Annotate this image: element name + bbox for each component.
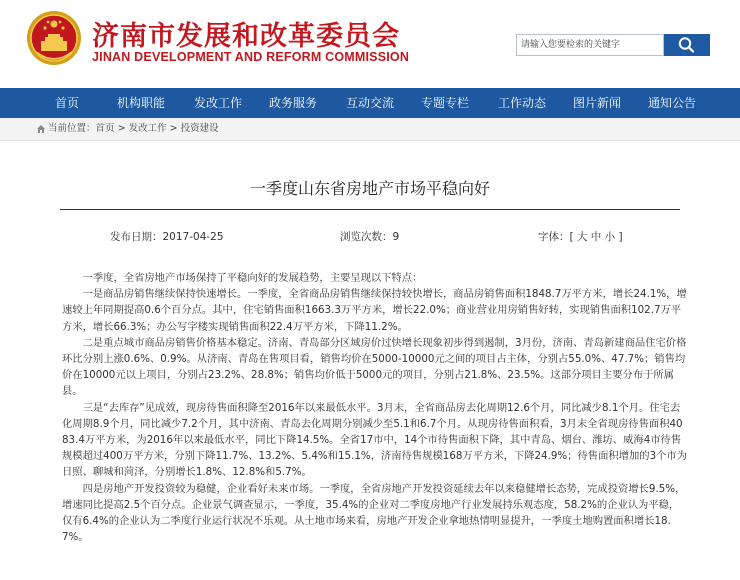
home-icon bbox=[36, 124, 46, 134]
breadcrumb-investment-link[interactable]: 投资建设 bbox=[180, 123, 219, 134]
site-title-cn: 济南市发展和改革委员会 bbox=[92, 21, 400, 52]
breadcrumb-separator: > bbox=[117, 123, 126, 134]
nav-item-interaction[interactable]: 互动交流 bbox=[345, 96, 394, 110]
publish-date bbox=[110, 229, 224, 244]
font-size-large-button[interactable]: 大 bbox=[576, 231, 588, 243]
article-paragraph: 四是房地产开发投资较为稳健，企业看好未来市场。一季度，全省房地产开发投资延续去年以来稳健增长态势，完成投资增长9.5%，增速同比提高2.5个百分点。企业景气调查显示，一季度，35.4%的企业对二季度房地产行业发展持乐观态度，58.2%的企业认为平稳，仅有6.4%的企业认为二季度行业运行状况不乐观。从土地市场来看，房地产开发企业拿地热情明显提升，一季度土地购置面积增长18.7%。 bbox=[62, 482, 686, 544]
article-paragraph: 二是重点城市商品房销售价格基本稳定。济南、青岛部分区域房价过快增长现象初步得到遏制，3月份，济南、青岛新建商品住宅价格环比分别上涨0.6%、0.9%。从济南、青岛在售项目看，销售均价在5000-10000元之间的项目占主体，分别占55.0%、47.7%；销售均价在10000元以上项目，分别占23.2%、28.8%；销售均价低于5000元的项目，分别占21.8%、23.5%。这部分项目主要分布于所属县。 bbox=[62, 336, 687, 398]
site-header bbox=[0, 0, 740, 88]
main-nav bbox=[0, 88, 740, 118]
nav-item-services[interactable]: 政务服务 bbox=[268, 96, 317, 110]
view-count-label: 浏览次数： bbox=[340, 231, 393, 243]
nav-item-work[interactable]: 发改工作 bbox=[193, 96, 242, 110]
view-count bbox=[340, 229, 399, 244]
nav-item-topics[interactable]: 专题专栏 bbox=[420, 96, 469, 110]
font-size-bracket-open: [ bbox=[569, 231, 574, 243]
breadcrumb-work-link[interactable]: 发改工作 bbox=[128, 123, 167, 134]
view-count-value: 9 bbox=[392, 231, 400, 243]
search-icon bbox=[664, 34, 710, 56]
font-size-controls bbox=[538, 229, 623, 244]
breadcrumb bbox=[0, 118, 740, 141]
publish-date-value: 2017-04-25 bbox=[162, 231, 224, 243]
article-body bbox=[62, 270, 688, 545]
article-paragraph: 一是商品房销售继续保持快速增长。一季度，全省商品房销售继续保持较快增长，商品房销售面积1848.7万平方米，增长24.1%，增速较上年同期提高0.6个百分点。其中，住宅销售面积1663.3万平方米，增长22.0%；商业营业用房销售好转，实现销售面积102.7万平方米，增长66.3%；办公写字楼实现销售面积22.4万平方米，下降11.2%。 bbox=[62, 288, 687, 333]
nav-item-news[interactable]: 工作动态 bbox=[497, 96, 546, 110]
search-input[interactable] bbox=[516, 34, 664, 56]
breadcrumb-prefix: 当前位置： bbox=[48, 123, 96, 134]
nav-item-home[interactable]: 首页 bbox=[54, 96, 79, 110]
nav-item-notices[interactable]: 通知公告 bbox=[647, 96, 696, 110]
font-size-small-button[interactable]: 小 bbox=[604, 231, 616, 243]
font-size-bracket-close: ] bbox=[618, 231, 623, 243]
site-title-en: JINAN DEVELOPMENT AND REFORM COMMISSION bbox=[92, 50, 410, 64]
national-emblem-icon bbox=[26, 10, 82, 66]
font-size-medium-button[interactable]: 中 bbox=[590, 231, 602, 243]
breadcrumb-separator: > bbox=[169, 123, 178, 134]
search-bar bbox=[516, 34, 710, 56]
font-size-label: 字体： bbox=[538, 231, 570, 243]
nav-item-photos[interactable]: 图片新闻 bbox=[572, 96, 621, 110]
search-button[interactable] bbox=[664, 34, 710, 56]
article-title: 一季度山东省房地产市场平稳向好 bbox=[249, 179, 490, 198]
nav-item-functions[interactable]: 机构职能 bbox=[116, 96, 165, 110]
article-paragraph: 一季度，全省房地产市场保持了平稳向好的发展趋势，主要呈现以下特点： bbox=[82, 272, 423, 284]
breadcrumb-home-link[interactable]: 首页 bbox=[95, 123, 115, 134]
title-divider bbox=[60, 209, 680, 210]
publish-date-label: 发布日期： bbox=[110, 231, 163, 243]
article-paragraph: 三是“去库存”见成效，现房待售面积降至2016年以来最低水平。3月末，全省商品房去化周期12.6个月，同比减少8.1个月。住宅去化周期8.9个月，同比减少7.2个月，其中济南、青岛去化周期分别减少至5.1和6.7个月。从现房待售面积看，3月末全省现房待售面积4083.4万平方米，为2016年以来最低水平，同比下降14.5%。全省17市中，14个市待售面积下降，其中青岛、烟台、潍坊、威海4市待售规模超过400万平方米，分别下降11.7%、13.2%、5.4%和15.1%，济南待售规模168万平方米，下降24.9%；待售面积增加的3个市为日照、聊城和菏泽，分别增长1.8%、12.8%和5.7%。 bbox=[62, 401, 688, 479]
